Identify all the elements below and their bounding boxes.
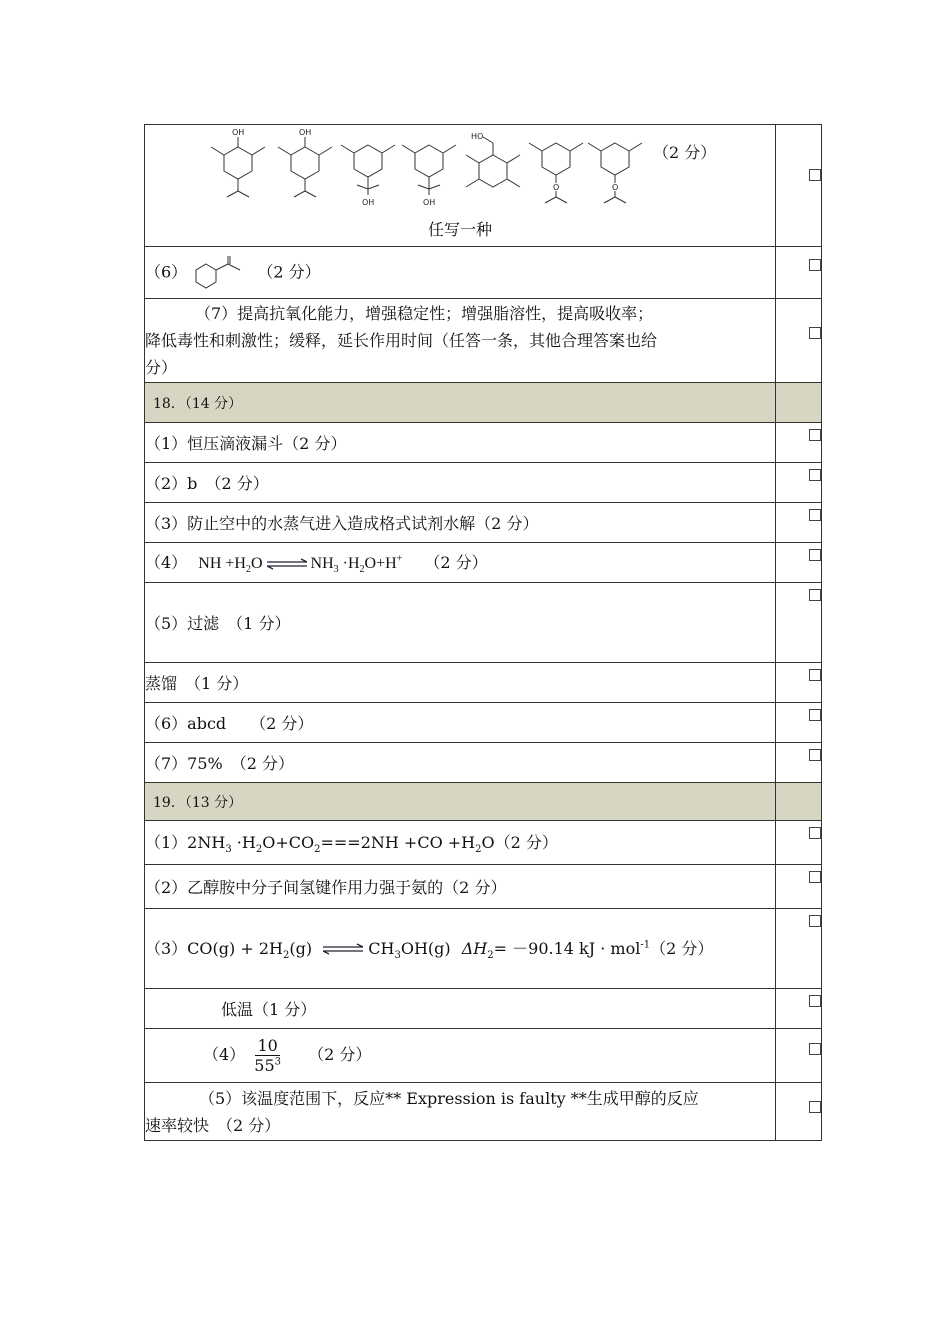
answer-text: （5）过滤 （1 分） <box>145 583 776 663</box>
fraction <box>254 1036 281 1075</box>
checkbox[interactable] <box>809 995 821 1007</box>
oh-label: OH <box>299 128 312 137</box>
checkbox[interactable] <box>809 169 821 181</box>
q19-item3b-row <box>145 989 822 1029</box>
formula-text: CH <box>368 938 395 958</box>
answer-text: （2）乙醇胺中分子间氢键作用力强于氨的（2 分） <box>145 865 776 909</box>
answer-text: （6）abcd （2 分） <box>145 703 776 743</box>
answer-text: （3）防止空中的水蒸气进入造成格式试剂水解（2 分） <box>145 503 776 543</box>
answer-text: 蒸馏 （1 分） <box>145 663 776 703</box>
equilibrium-arrow-icon <box>267 558 307 570</box>
answer-line: （7）提高抗氧化能力，增强稳定性；增强脂溶性，提高吸收率； <box>195 304 654 323</box>
checkbox[interactable] <box>809 827 821 839</box>
formula-text: NH <box>310 554 334 572</box>
checkbox[interactable] <box>809 709 821 721</box>
oh-label: OH <box>232 128 245 137</box>
checkbox[interactable] <box>809 549 821 561</box>
answer-text: （1）恒压滴液漏斗（2 分） <box>145 423 776 463</box>
score-q17-5: （2 分） <box>653 143 717 162</box>
answer-text: （2）b （2 分） <box>145 463 776 503</box>
answer-text: 低温（1 分） <box>145 989 776 1029</box>
q19-item4-row <box>145 1029 822 1083</box>
formula-text: （1）2NH <box>145 832 226 852</box>
answer-line: （5）该温度范围下，反应** Expression is faulty **生成甲醇的反应 <box>199 1088 699 1108</box>
checkbox[interactable] <box>809 327 821 339</box>
formula-text: O <box>250 554 263 572</box>
formula-text: O（2 分） <box>481 832 558 852</box>
checkbox[interactable] <box>809 915 821 927</box>
o-label: O <box>553 183 560 192</box>
structure-list <box>145 125 775 211</box>
q18-row <box>145 463 822 503</box>
q19-row <box>145 865 822 909</box>
answer-line: 降低毒性和刺激性；缓释，延长作用时间（任答一条，其他合理答案也给 <box>145 331 658 350</box>
q18-row <box>145 743 822 783</box>
item-prefix: （4） <box>203 1045 246 1064</box>
checkbox[interactable] <box>809 871 821 883</box>
equilibrium-arrow-icon <box>323 943 363 955</box>
section-header: 18．（14 分） <box>145 383 776 423</box>
fraction-numerator: 10 <box>257 1036 278 1055</box>
o-label: O <box>612 183 619 192</box>
q17-item6-row <box>145 247 822 299</box>
checkbox[interactable] <box>809 589 821 601</box>
checkbox[interactable] <box>809 749 821 761</box>
oh-label: OH <box>423 198 436 207</box>
answer-line: 分） <box>145 358 178 377</box>
ho-label: HO <box>471 132 484 141</box>
formula-text: O+H <box>364 554 397 572</box>
checkbox[interactable] <box>809 669 821 681</box>
q18-row <box>145 503 822 543</box>
structures-row <box>145 125 822 247</box>
item-score: （2 分） <box>308 1045 372 1064</box>
q18-item5-row <box>145 583 822 663</box>
q19-item3-row: $(3)CO(g) + 2H_2(g)$ $CH_3OH(g)$ $\Delta H_2= -90.14$ kJ · mol$^{-1}$（2 分） <box>145 909 822 989</box>
q19-header-row <box>145 783 822 821</box>
side-cell <box>776 125 822 247</box>
formula-text: ·H <box>342 554 360 572</box>
q18-row <box>145 703 822 743</box>
formula-text: （3）CO(g) + 2H <box>145 938 283 958</box>
formula-text: (g) <box>289 938 313 958</box>
answer-text: （7）75% （2 分） <box>145 743 776 783</box>
item-score: （2 分） <box>257 262 321 281</box>
checkbox[interactable] <box>809 429 821 441</box>
checkbox[interactable] <box>809 1043 821 1055</box>
item-score: （2 分） <box>424 552 488 572</box>
q19-item5-row <box>145 1083 822 1141</box>
fraction-denominator: $55^3$ <box>254 1056 282 1075</box>
acetophenone-structure <box>192 254 252 292</box>
formula-text: NH +H <box>198 554 246 572</box>
q18-header-row <box>145 383 822 423</box>
structure-formulas <box>193 125 643 211</box>
oh-label: OH <box>362 198 375 207</box>
section-header: 19．（13 分） <box>145 783 776 821</box>
checkbox[interactable] <box>809 509 821 521</box>
item-prefix: （4） <box>145 552 188 572</box>
answer-table <box>144 124 822 1141</box>
formula-text: ===2NH +CO +H <box>320 832 476 852</box>
q18-item4-row: （4） NH $+H_2O$ $NH_3 \cdot H_2O+H^+$ （2 分） <box>145 543 822 583</box>
formula-text: ΔH <box>461 938 488 958</box>
q18-item5b-row <box>145 663 822 703</box>
item-score: （2 分） <box>650 938 714 958</box>
checkbox[interactable] <box>809 1101 821 1113</box>
formula-text: OH(g) <box>400 938 451 958</box>
note-write-one: 任写一种 <box>427 220 492 239</box>
checkbox[interactable] <box>809 259 821 271</box>
checkbox[interactable] <box>809 469 821 481</box>
formula-text: = －90.14 kJ · mol <box>493 938 641 958</box>
formula-text: ·H <box>236 832 256 852</box>
formula-text: O+CO <box>262 832 315 852</box>
item-prefix: （6） <box>145 262 188 281</box>
q19-item1-row: $(1)2NH_3 \cdot H_2O+CO_2===2NH +CO +H_2O(2$ 分） <box>145 821 822 865</box>
q18-row <box>145 423 822 463</box>
q17-item7-row <box>145 299 822 383</box>
answer-line: 速率较快 （2 分） <box>145 1115 281 1135</box>
